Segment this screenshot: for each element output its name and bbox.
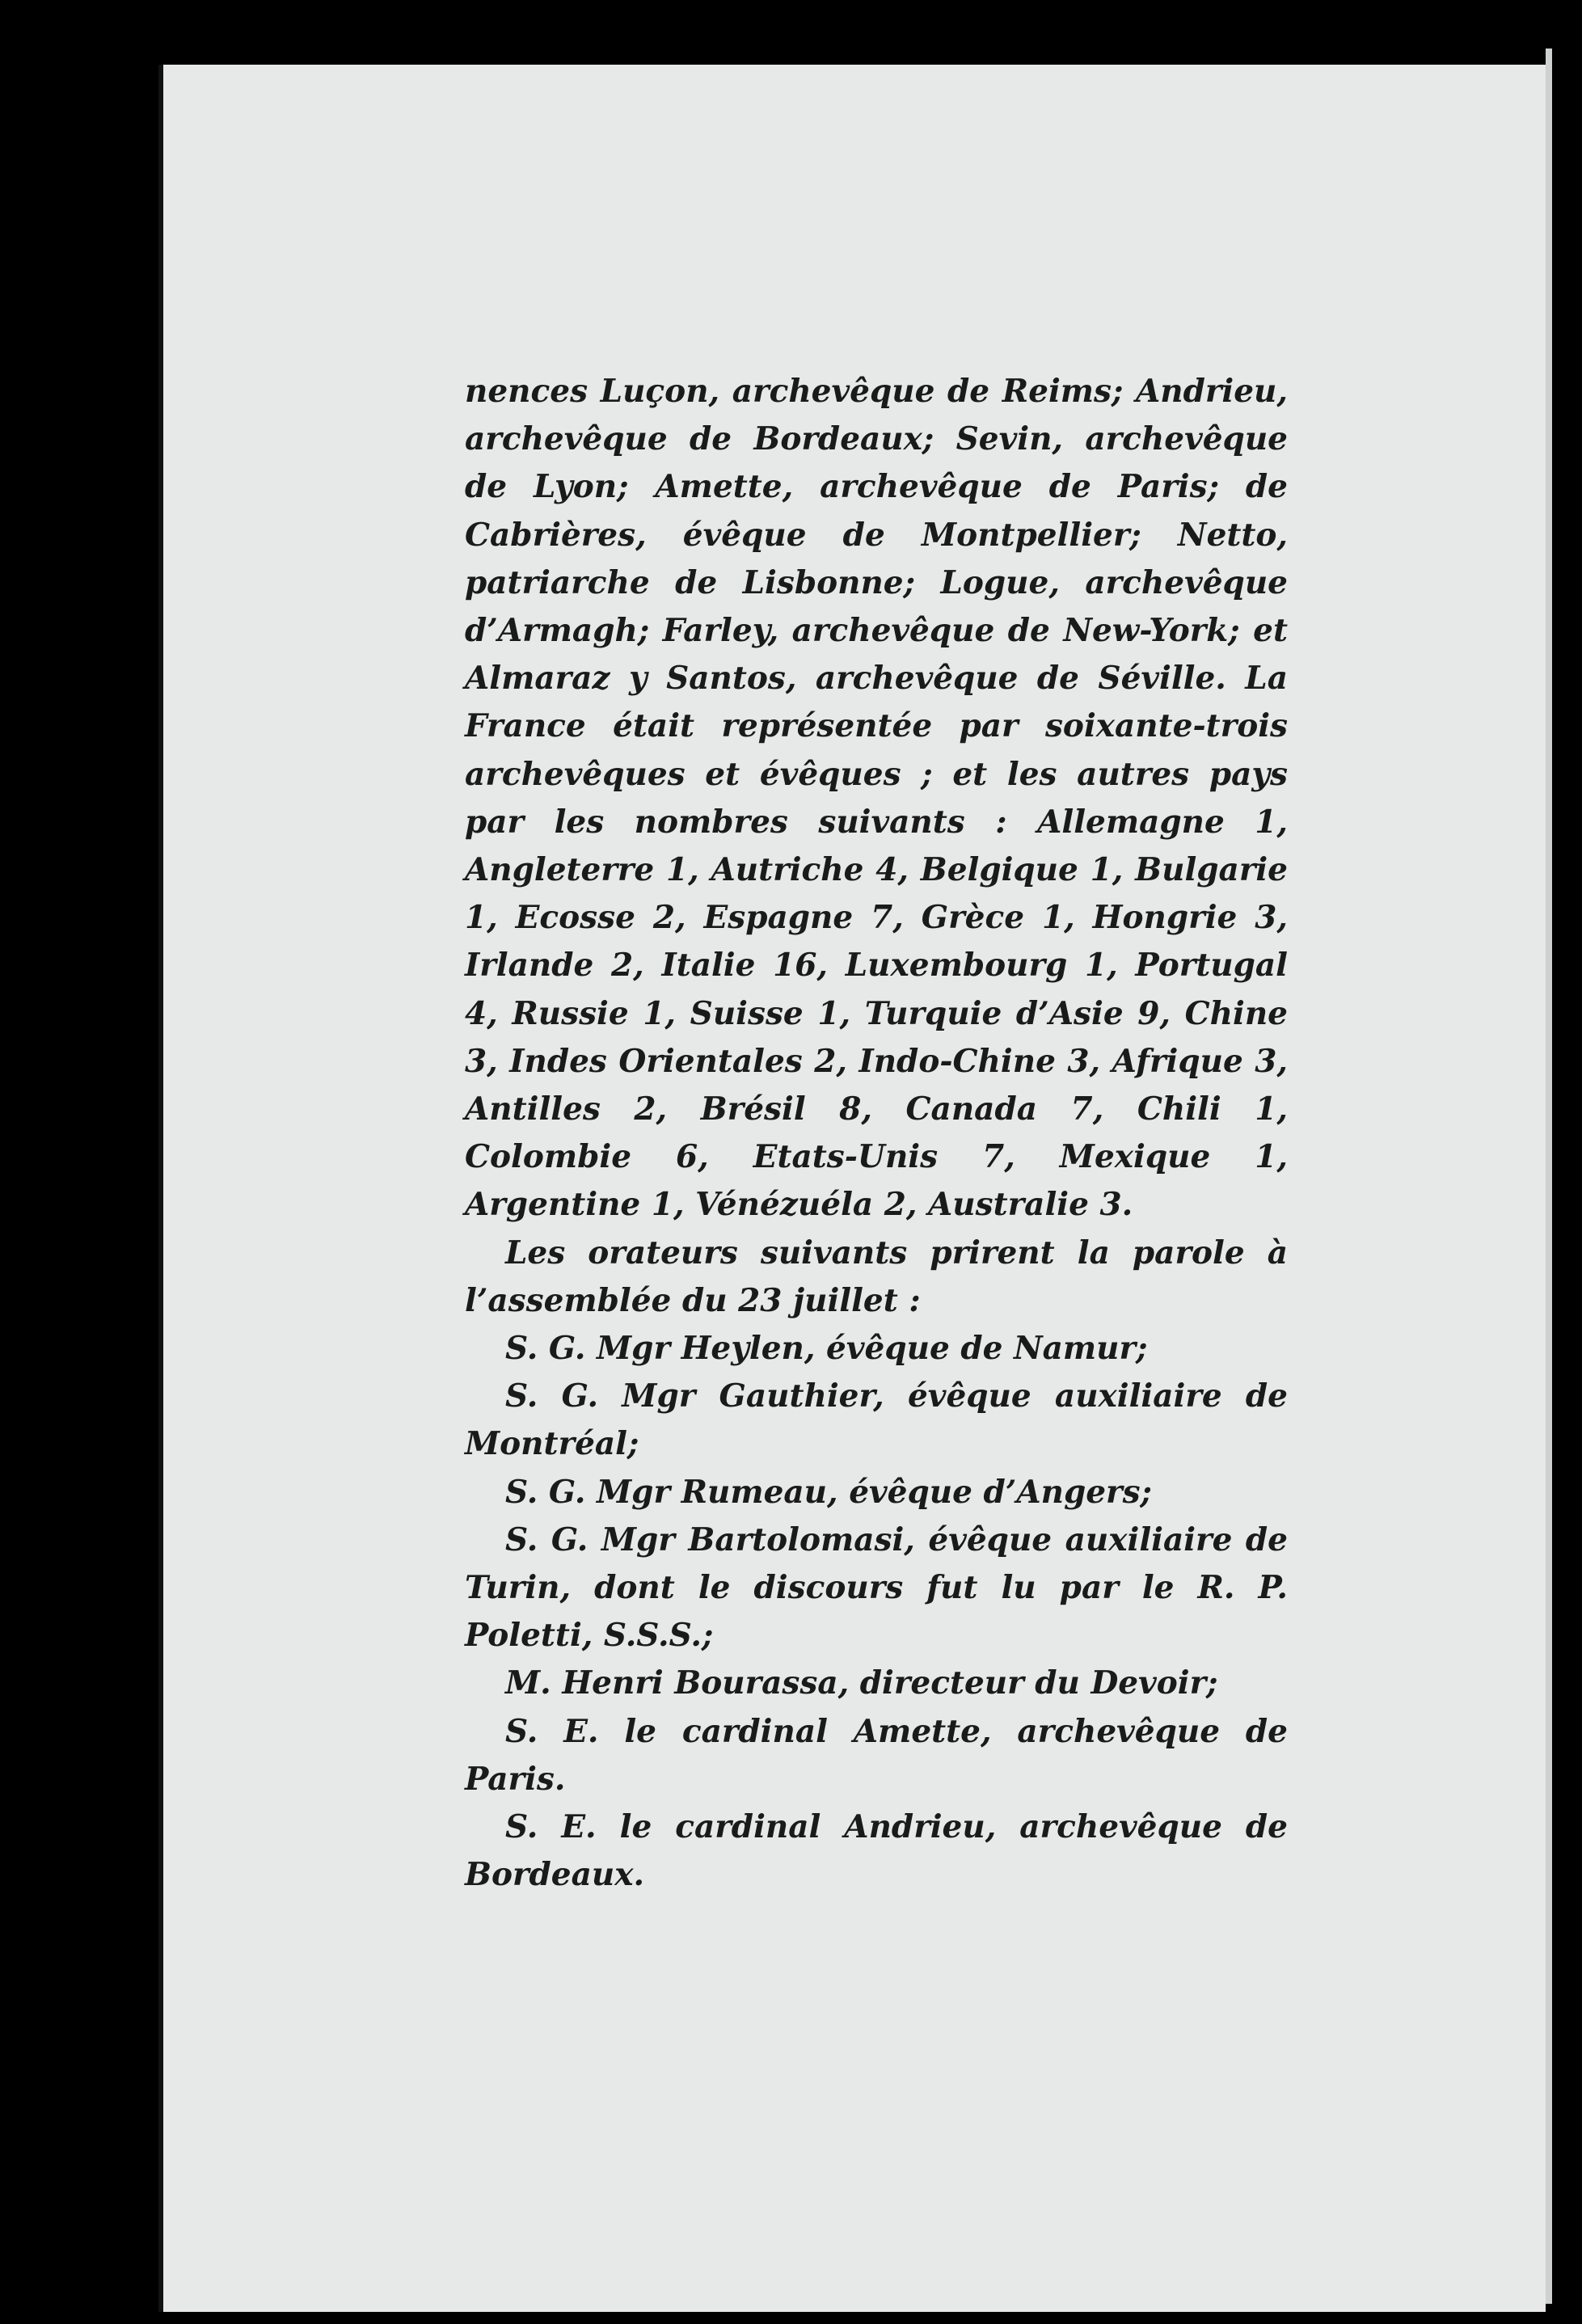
speaker-item: S. G. Mgr Rumeau, évêque d’Angers; xyxy=(505,1473,1152,1511)
speaker-item: S. E. le cardinal Andrieu, archevêque de Bordeaux. xyxy=(465,1808,1288,1894)
page-right-edge xyxy=(1546,49,1552,2304)
speaker-item: S. G. Mgr Heylen, évêque de Namur; xyxy=(505,1330,1148,1368)
speaker-item: S. G. Mgr Gauthier, évêque auxiliaire de Montréal; xyxy=(465,1377,1288,1463)
page-text-block xyxy=(465,368,1288,1900)
speaker-item: S. G. Mgr Bartolomasi, évêque auxiliaire de Turin, dont le discours fut lu par le R. P. Poletti, S.S.S.; xyxy=(465,1521,1288,1655)
paragraph-speakers-intro: Les orateurs suivants prirent la parole à l’assemblée du 23 juillet : xyxy=(465,1234,1288,1319)
speaker-item: M. Henri Bourassa, directeur du Devoir; xyxy=(505,1664,1218,1702)
speaker-item: S. E. le cardinal Amette, archevêque de Paris. xyxy=(465,1712,1288,1798)
paragraph-list-of-prelates: nences Luçon, archevêque de Reims; Andrieu, archevêque de Bordeaux; Sevin, archevêque de Lyon; Amette, archevêque de Paris; de Cabrières, évêque de Montpellier; Netto, patriarche de Lisbonne; Logue, archevêque d’Armagh; Farley, archevêque de New-York; et Almaraz y Santos, archevêque de Séville. La France était représentée par soixante-trois archevêques et évêques ; et les autres pays par les nombres suivants : Allemagne 1, Angleterre 1, Autriche 4, Belgique 1, Bulgarie 1, Ecosse 2, Espagne 7, Grèce 1, Hongrie 3, Irlande 2, Italie 16, Luxembourg 1, Portugal 4, Russie 1, Suisse 1, Turquie d’Asie 9, Chine 3, Indes Orientales 2, Indo-Chine 3, Afrique 3, Antilles 2, Brésil 8, Canada 7, Chili 1, Colombie 6, Etats-Unis 7, Mexique 1, Argentine 1, Vénézuéla 2, Australie 3. xyxy=(465,373,1288,1224)
